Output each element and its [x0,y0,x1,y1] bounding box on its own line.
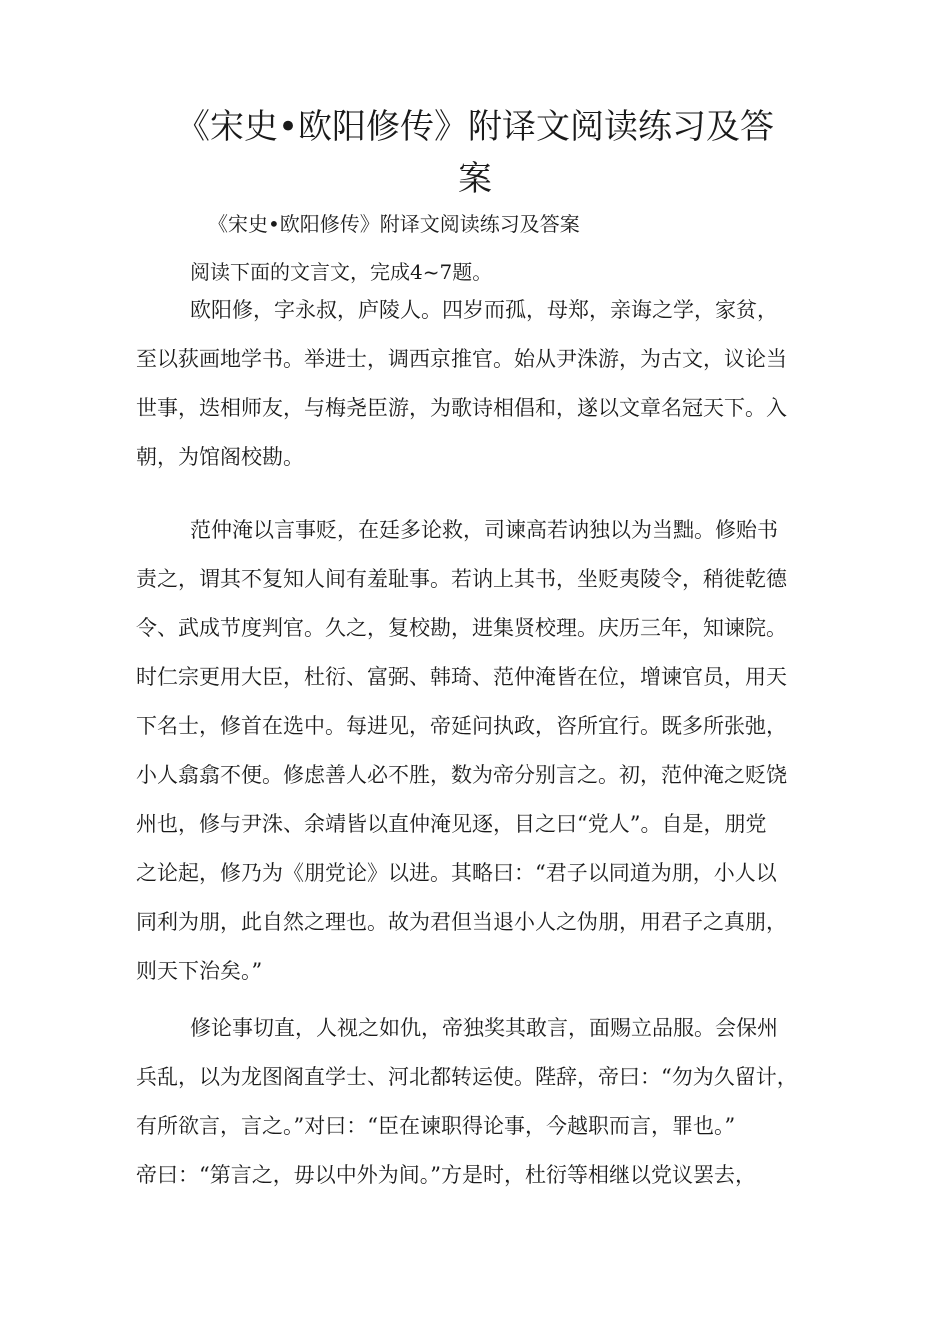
reading-instruction: 阅读下面的文言文，完成4~7题。 [190,260,493,284]
text-line: 令、武成节度判官。久之，复校勘，进集贤校理。庆历三年，知谏院。 [136,616,787,640]
text-line: 帝曰：“第言之，毋以中外为间。”方是时，杜衍等相继以党议罢去， [136,1163,756,1187]
text-line: 世事，迭相师友，与梅尧臣游，为歌诗相倡和，遂以文章名冠天下。入 [136,396,787,420]
document-title-line-2: 案 [458,159,492,199]
document-subtitle: 《宋史•欧阳修传》附译文阅读练习及答案 [208,212,580,236]
text-line: 兵乱，以为龙图阁直学士、河北都转运使。陛辞，帝曰：“勿为久留计， [136,1065,798,1089]
text-line: 有所欲言，言之。”对曰：“臣在谏职得论事，今越职而言，罪也。” [136,1114,736,1138]
text-line: 至以荻画地学书。举进士，调西京推官。始从尹洙游，为古文，议论当 [136,347,787,371]
text-line: 责之，谓其不复知人间有羞耻事。若讷上其书，坐贬夷陵令，稍徙乾德 [136,567,787,591]
text-line: 修论事切直，人视之如仇，帝独奖其敢言，面赐立品服。会保州 [190,1016,778,1040]
document-title-line-1: 《宋史•欧阳修传》附译文阅读练习及答 [175,107,775,147]
text-line: 朝，为馆阁校勘。 [136,445,304,469]
text-line: 欧阳修，字永叔，庐陵人。四岁而孤，母郑，亲诲之学，家贫， [190,298,778,322]
text-line: 之论起，修乃为《朋党论》以进。其略曰：“君子以同道为朋，小人以 [136,861,777,885]
text-line: 州也，修与尹洙、余靖皆以直仲淹见逐，目之曰“党人”。自是，朋党 [136,812,767,836]
paragraph-1 [136,286,836,482]
text-line: 则天下治矣。” [136,959,263,983]
text-line: 下名士，修首在选中。每进见，帝延问执政，咨所宜行。既多所张弛， [136,714,787,738]
text-line: 同利为朋，此自然之理也。故为君但当退小人之伪朋，用君子之真朋， [136,910,787,934]
paragraph-3 [136,1004,836,1200]
text-line: 时仁宗更用大臣，杜衍、富弼、韩琦、范仲淹皆在位，增谏官员，用天 [136,665,787,689]
paragraph-2 [136,506,836,996]
text-line: 范仲淹以言事贬，在廷多论救，司谏高若讷独以为当黜。修贻书 [190,518,778,542]
text-line: 小人翕翕不便。修虑善人必不胜，数为帝分别言之。初，范仲淹之贬饶 [136,763,787,787]
